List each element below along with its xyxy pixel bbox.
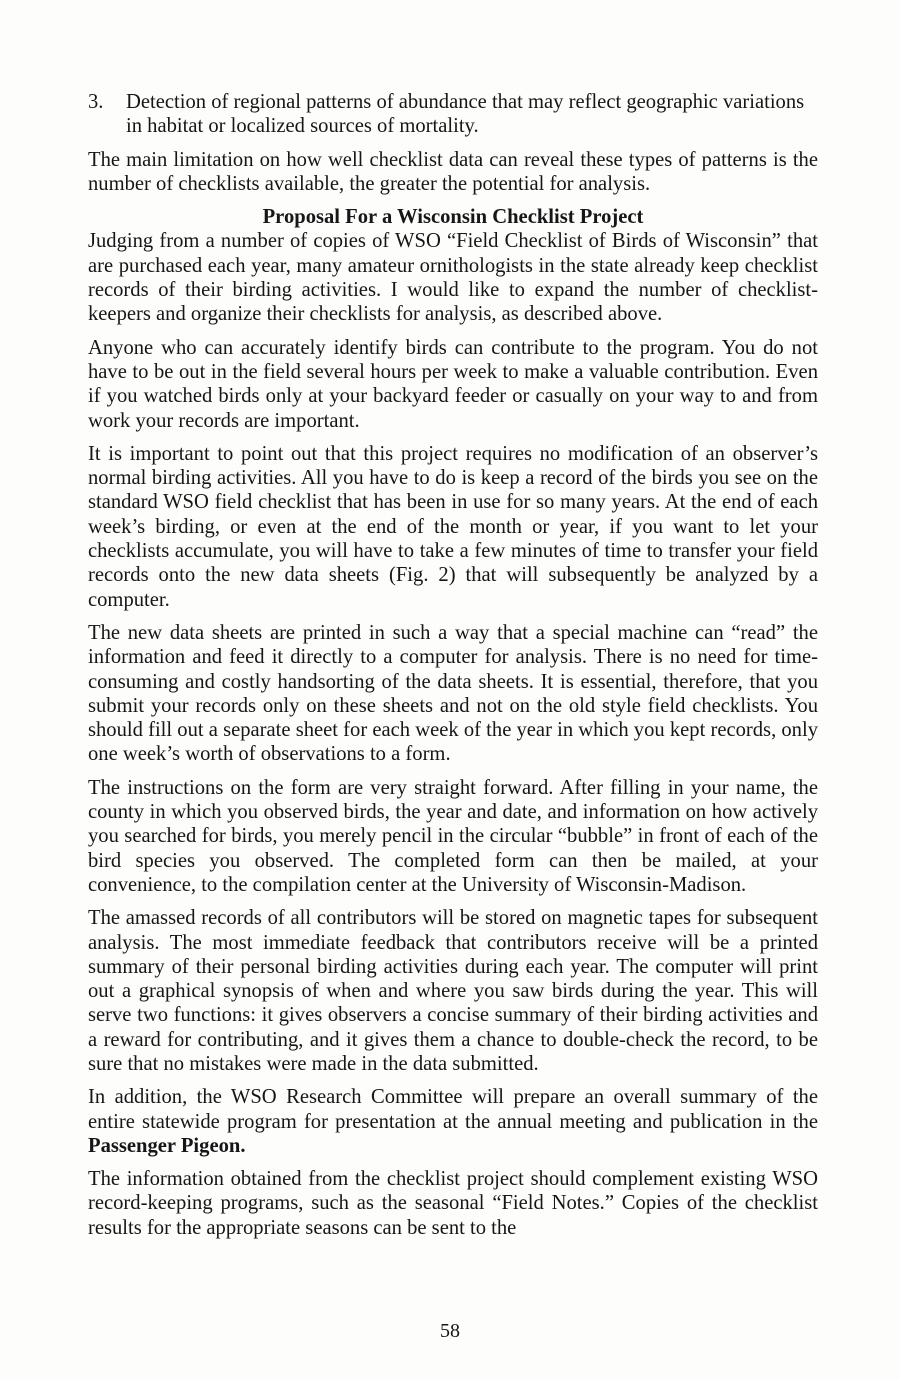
journal-title: Passenger Pigeon. [88, 1134, 246, 1157]
paragraph-important: It is important to point out that this project requires no modification of an observer’s normal birding activities. All you have to do is keep a record of the birds you see on the standard WSO field checklist that has been in use for so many years. At the end of each week’s birding, or even at the end of the month or year, if you want to let your checklists accumulate, you will have to take a few minutes of time to transfer your field records onto the new data sheets (Fig. 2) that will subsequently be analyzed by a computer. [88, 442, 818, 611]
paragraph-limitation: The main limitation on how well checklist data can reveal these types of patterns is the number of checklists available, the greater the potential for analysis. [88, 148, 818, 195]
paragraph-information: The information obtained from the checklist project should complement existing WSO record-keeping programs, such as the seasonal “Field Notes.” Copies of the checklist results for the appropriate seasons can be sent to the [88, 1168, 818, 1239]
paragraph-new-sheets: The new data sheets are printed in such a way that a special machine can “read” the information and feed it directly to a computer for analysis. There is no need for time-consuming and costly handsorting of the data sheets. It is essential, therefore, that you submit your records only on these sheets and not on the old style field checklists. You should fill out a separate sheet for each week of the year in which you kept records, only one week’s worth of observations to a form. [88, 621, 818, 766]
paragraph-anyone: Anyone who can accurately identify birds can contribute to the program. You do not have to be out in the field several hours per week to make a valuable contribution. Even if you watched birds only at your backyard feeder or casually on your way to and from work your records are important. [88, 336, 818, 432]
list-item [88, 90, 818, 139]
paragraph-addition [88, 1085, 818, 1158]
section-heading: Proposal For a Wisconsin Checklist Project [262, 206, 644, 229]
list-item-text: Detection of regional patterns of abundance that may reflect geographic variations in habitat or localized sources of mortality. [126, 91, 805, 138]
list-item-number: 3. [88, 91, 104, 113]
page-number: 58 [440, 1320, 460, 1342]
paragraph-amassed: The amassed records of all contributors will be stored on magnetic tapes for subsequent analysis. The most immediate feedback that contributors receive will be a printed summary of their personal birding activities during each year. The computer will print out a graphical synopsis of when and where you saw birds during the year. This will serve two functions: it gives observers a concise summary of their birding activities and a reward for contributing, and it gives them a chance to double-check the record, to be sure that no mistakes were made in the data submitted. [88, 907, 818, 1075]
paragraph-addition-text: In addition, the WSO Research Committee will prepare an overall summary of the entire statewide program for presentation at the annual meeting and publication in the [88, 1086, 818, 1133]
paragraph-judging: Judging from a number of copies of WSO “Field Checklist of Birds of Wisconsin” that are purchased each year, many amateur ornithologists in the state already keep checklist records of their birding activities. I would like to expand the number of checklist-keepers and organize their checklists for analysis, as described above. [88, 230, 818, 326]
paragraph-instructions: The instructions on the form are very straight forward. After filling in your name, the county in which you observed birds, the year and date, and information on how actively you searched for birds, you merely pencil in the circular “bubble” in front of each of the bird species you observed. The completed form can then be mailed, at your convenience, to the compilation center at the University of Wisconsin-Madison. [88, 776, 818, 896]
document-body [88, 90, 818, 1249]
